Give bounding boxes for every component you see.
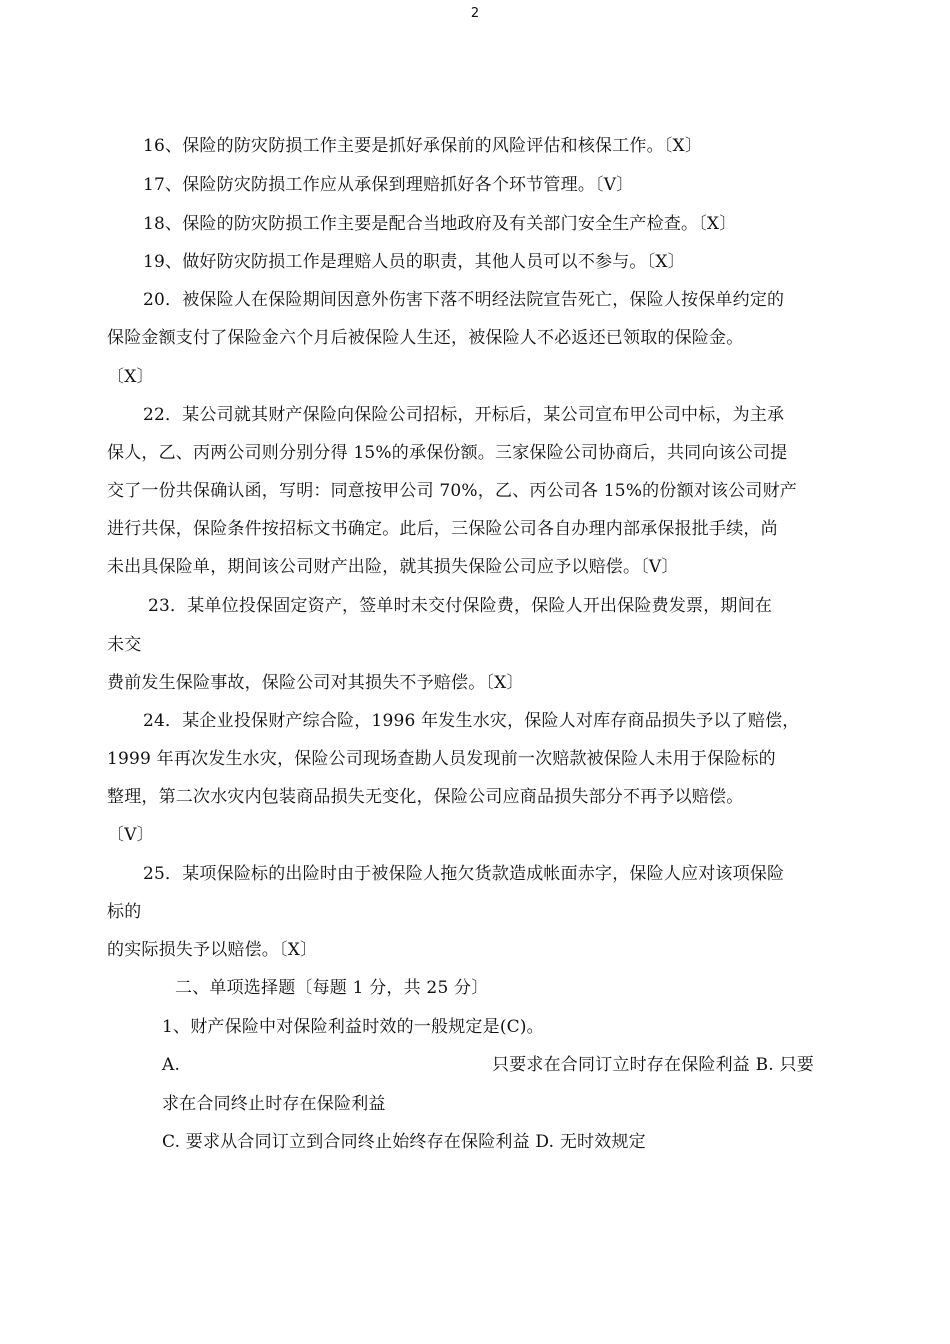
question-23-line-2: 未交	[107, 635, 142, 655]
option-c-d: C. 要求从合同订立到合同终止始终存在保险利益 D. 无时效规定	[162, 1132, 646, 1152]
question-25-line-2: 标的	[107, 902, 142, 922]
question-20-answer: 〔X〕	[107, 367, 154, 387]
option-b-continued: 求在合同终止时存在保险利益	[162, 1094, 386, 1114]
question-24-line-1: 24．某企业投保财产综合险，1996 年发生水灾，保险人对库存商品损失予以了赔偿，	[143, 711, 800, 731]
question-20-line-1: 20．被保险人在保险期间因意外伤害下落不明经法院宣告死亡，保险人按保单约定的	[143, 290, 785, 310]
question-22-line-3: 交了一份共保确认函，写明：同意按甲公司 70%，乙、丙公司各 15%的份额对该公司财产	[107, 481, 797, 501]
question-25-line-3: 的实际损失予以赔偿。〔X〕	[107, 940, 318, 960]
question-23-line-1: 23．某单位投保固定资产，签单时未交付保险费，保险人开出保险费发票，期间在	[148, 596, 773, 616]
question-24-answer: 〔V〕	[107, 825, 154, 845]
question-19: 19、做好防灾防损工作是理赔人员的职责，其他人员可以不参与。〔X〕	[143, 252, 685, 272]
question-25-line-1: 25．某项保险标的出险时由于被保险人拖欠货款造成帐面赤字，保险人应对该项保险	[143, 864, 785, 884]
question-20-line-2: 保险金额支付了保险金六个月后被保险人生还，被保险人不必返还已领取的保险金。	[107, 328, 744, 348]
option-a-b-text: 只要求在合同订立时存在保险利益 B. 只要	[492, 1055, 814, 1075]
question-24-line-3: 整理，第二次水灾内包装商品损失无变化，保险公司应商品损失部分不再予以赔偿。	[107, 787, 744, 807]
section-heading: 二、单项选择题〔每题 1 分，共 25 分〕	[175, 978, 489, 998]
choice-question-1: 1、财产保险中对保险利益时效的一般规定是(C)。	[162, 1017, 544, 1037]
question-22-line-1: 22．某公司就其财产保险向保险公司招标，开标后，某公司宣布甲公司中标，为主承	[143, 405, 785, 425]
question-22-line-5: 未出具保险单，期间该公司财产出险，就其损失保险公司应予以赔偿。〔V〕	[107, 557, 679, 577]
question-17: 17、保险防灾防损工作应从承保到理赔抓好各个环节管理。〔V〕	[143, 175, 634, 195]
question-24-line-2: 1999 年再次发生水灾，保险公司现场查勘人员发现前一次赔款被保险人未用于保险标的	[107, 749, 776, 769]
question-16: 16、保险的防灾防损工作主要是抓好承保前的风险评估和核保工作。〔X〕	[143, 136, 703, 156]
question-22-line-4: 进行共保，保险条件按招标文书确定。此后，三保险公司各自办理内部承保报批手续，尚	[107, 519, 778, 539]
option-a-label: A.	[162, 1055, 181, 1075]
page-number: 2	[470, 6, 480, 21]
question-18: 18、保险的防灾防损工作主要是配合当地政府及有关部门安全生产检查。〔X〕	[143, 214, 737, 234]
question-23-line-3: 费前发生保险事故，保险公司对其损失不予赔偿。〔X〕	[107, 673, 524, 693]
question-22-line-2: 保人，乙、丙两公司则分别分得 15%的承保份额。三家保险公司协商后，共同向该公司提	[107, 443, 788, 463]
